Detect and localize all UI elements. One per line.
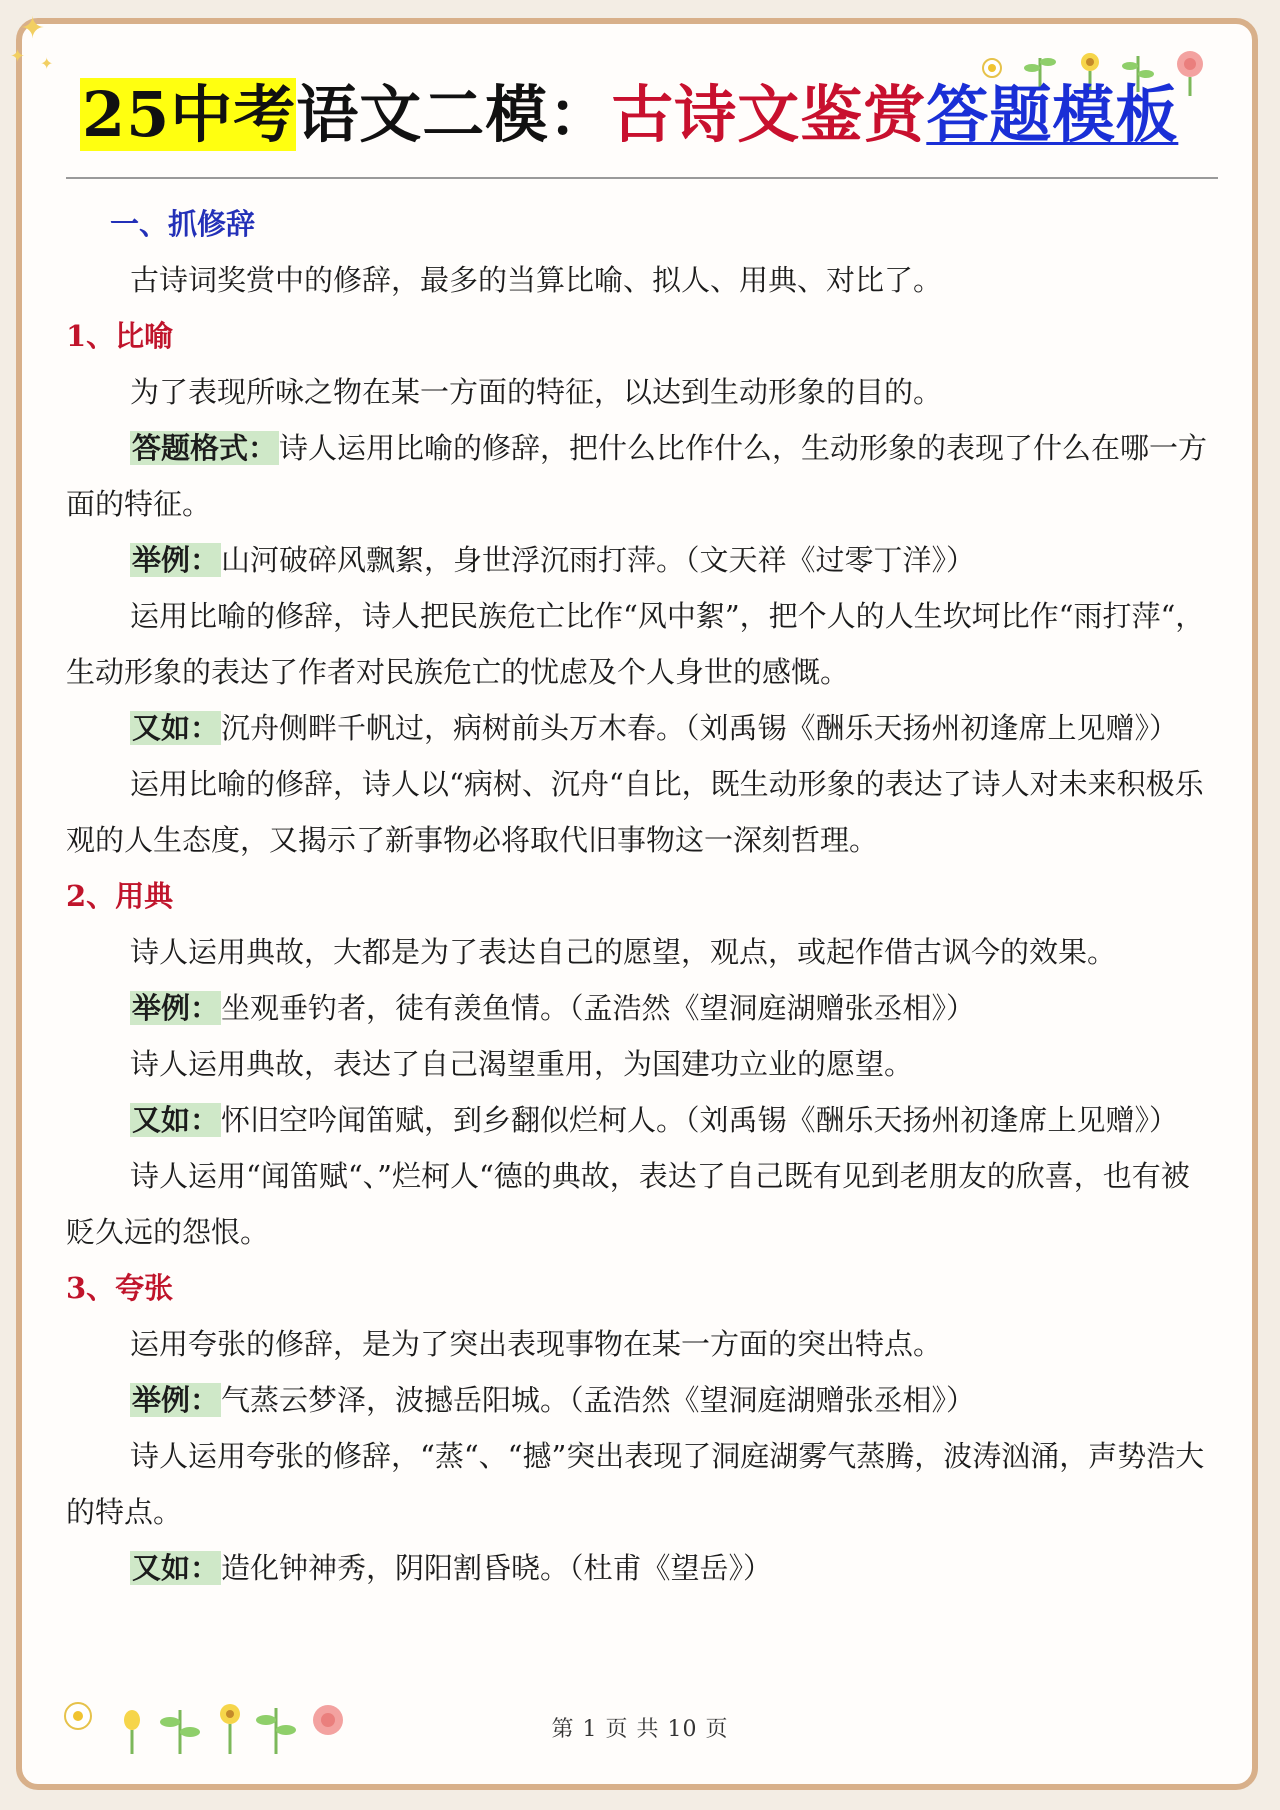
- metaphor-heading: 1、比喻: [66, 319, 174, 353]
- also-tag: 又如：: [132, 1103, 220, 1137]
- also-tag: 又如：: [132, 711, 220, 745]
- page-title: [80, 72, 1178, 158]
- section-heading: 一、抓修辞: [110, 207, 256, 241]
- also-text: 沉舟侧畔千帆过，病树前头万木春。（刘禹锡《酬乐天扬州初逢席上见赠》）: [221, 711, 1179, 745]
- hyperbole-example-analysis: 诗人运用夸张的修辞，“蒸“、“撼”突出表现了洞庭湖雾气蒸腾，波涛汹涌，声势浩大的特点。: [66, 1439, 1205, 1529]
- allusion-also-analysis: 诗人运用“闻笛赋“、”烂柯人“德的典故，表达了自己既有见到老朋友的欣喜，也有被贬久远的怨恨。: [66, 1159, 1190, 1249]
- allusion-also: [66, 1092, 1218, 1148]
- hyperbole-example: [66, 1372, 1218, 1428]
- metaphor-example: [66, 532, 1218, 588]
- hyperbole-definition: 运用夸张的修辞，是为了突出表现事物在某一方面的突出特点。: [130, 1327, 943, 1361]
- example-tag: 举例：: [132, 543, 220, 577]
- allusion-definition: 诗人运用典故，大都是为了表达自己的愿望，观点，或起作借古讽今的效果。: [130, 935, 1117, 969]
- metaphor-format: [66, 420, 1218, 532]
- page-number: 第 1 页 共 10 页: [551, 1717, 729, 1742]
- metaphor-example-analysis: 运用比喻的修辞，诗人把民族危亡比作“风中絮”，把个人的人生坎坷比作“雨打萍“，生动形象的表达了作者对民族危亡的忧虑及个人身世的感慨。: [66, 599, 1205, 689]
- also-text: 造化钟神秀，阴阳割昏晓。（杜甫《望岳》）: [221, 1551, 773, 1585]
- example-tag: 举例：: [132, 1383, 220, 1417]
- rose-icon: [1177, 51, 1203, 96]
- example-text: 气蒸云梦泽，波撼岳阳城。（孟浩然《望洞庭湖赠张丞相》）: [221, 1383, 976, 1417]
- hyperbole-also: [66, 1540, 1218, 1596]
- title-topic: 古诗文鉴赏: [611, 78, 927, 151]
- metaphor-also: [66, 700, 1218, 756]
- title-divider: [66, 177, 1218, 179]
- metaphor-definition: 为了表现所咏之物在某一方面的特征，以达到生动形象的目的。: [130, 375, 943, 409]
- sparkle-icon: ✦: [40, 54, 54, 73]
- also-text: 怀旧空吟闻笛赋，到乡翻似烂柯人。（刘禹锡《酬乐天扬州初逢席上见赠》）: [221, 1103, 1179, 1137]
- example-text: 坐观垂钓者，徒有羡鱼情。（孟浩然《望洞庭湖赠张丞相》）: [221, 991, 976, 1025]
- metaphor-also-analysis: 运用比喻的修辞，诗人以“病树、沉舟“自比，既生动形象的表达了诗人对未来积极乐观的人生态度，又揭示了新事物必将取代旧事物这一深刻哲理。: [66, 767, 1204, 857]
- also-tag: 又如：: [132, 1551, 220, 1585]
- example-tag: 举例：: [132, 991, 220, 1025]
- allusion-example: [66, 980, 1218, 1036]
- title-grade: 25中考: [82, 78, 297, 151]
- allusion-heading: 2、用典: [66, 879, 174, 913]
- document-body: [66, 196, 1218, 1596]
- example-text: 山河破碎风飘絮，身世浮沉雨打萍。（文天祥《过零丁洋》）: [221, 543, 976, 577]
- allusion-example-analysis: 诗人运用典故，表达了自己渴望重用，为国建功立业的愿望。: [130, 1047, 914, 1081]
- sparkle-icon: ✦: [10, 46, 26, 67]
- format-text: 诗人运用比喻的修辞，把什么比作什么，生动形象的表现了什么在哪一方面的特征。: [66, 431, 1208, 521]
- format-tag: 答题格式：: [132, 431, 278, 465]
- title-subject: 语文二模：: [296, 78, 612, 151]
- title-template: 答题模板: [926, 78, 1179, 151]
- section-intro: 古诗词奖赏中的修辞，最多的当算比喻、拟人、用典、对比了。: [130, 263, 943, 297]
- sparkle-icon: ✦: [20, 11, 46, 46]
- hyperbole-heading: 3、夸张: [66, 1271, 174, 1305]
